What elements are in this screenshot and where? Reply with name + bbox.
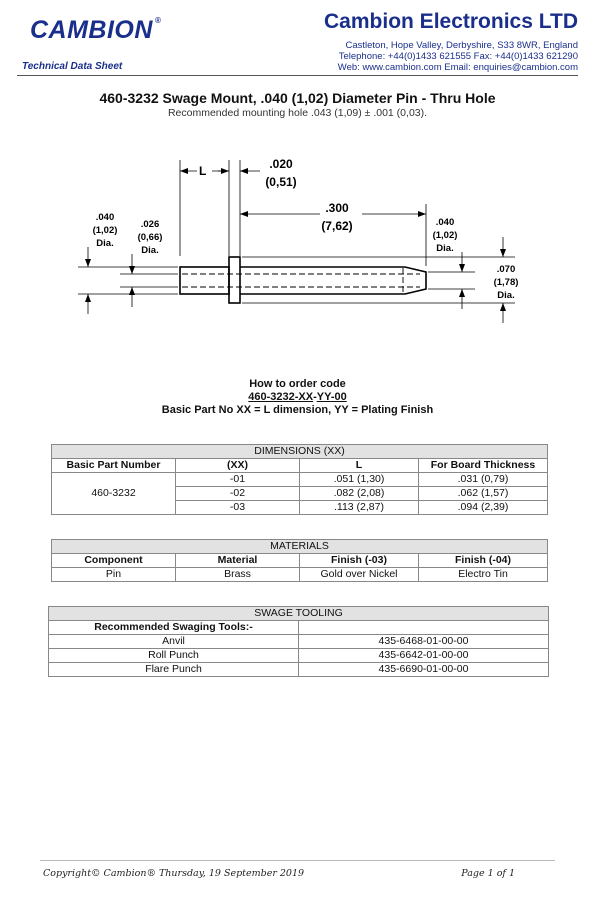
tooling-subheading: Recommended Swaging Tools:- [49,621,299,635]
dim-left-dia-word: Dia. [96,238,114,249]
table-row [52,568,548,582]
table-row [49,649,549,663]
dim-right-dia-word: Dia. [436,243,454,254]
tool-part-number: 435-6468-01-00-00 [299,635,549,649]
dim-header-part: Basic Part Number [52,459,176,473]
dim-inner-dia-in: .026 [140,219,160,230]
order-explanation: Basic Part No XX = L dimension, YY = Plating Finish [161,404,434,416]
order-code-base: 460-3232- [248,391,299,403]
dim-right-dia-in: .040 [435,217,455,228]
dim-flange-thickness-mm: (0,51) [265,175,297,189]
dim-flange-thickness-in: .020 [269,157,293,171]
tool-name: Anvil [49,635,299,649]
footer-divider [40,860,555,861]
cambion-logo [30,16,161,45]
company-web: Web: www.cambion.com Email: enquiries@cambion.com [337,62,578,73]
tooling-caption: SWAGE TOOLING [49,607,549,621]
company-phone: Telephone: +44(0)1433 621555 Fax: +44(0)1433 621290 [338,51,578,62]
dim-cell: -01 [176,473,300,487]
footer-copyright: Copyright© Cambion® Thursday, 19 September 2019 [43,868,305,879]
logo-text: CAMBION [30,16,153,44]
dim-header-l: L [300,459,419,473]
mat-cell: Pin [52,568,176,582]
dimensions-caption: DIMENSIONS (XX) [52,445,548,459]
page-subtitle: Recommended mounting hole .043 (1,09) ± .001 (0,03). [167,107,428,119]
materials-table [51,539,548,582]
mat-header-finish-03: Finish (-03) [300,554,419,568]
dim-l-label: L [199,164,207,178]
tool-name: Flare Punch [49,663,299,677]
dim-header-board: For Board Thickness [419,459,548,473]
table-row [49,663,549,677]
dim-flange-dia-word: Dia. [497,290,515,301]
mat-cell: Electro Tin [419,568,548,582]
mat-header-component: Component [52,554,176,568]
header-divider [17,75,578,76]
dim-cell: .062 (1,57) [419,487,548,501]
dim-left-dia-in: .040 [95,212,115,223]
order-code-dash: - [313,391,317,403]
dim-cell: -02 [176,487,300,501]
dim-flange-dia-in: .070 [496,264,516,275]
mat-header-material: Material [176,554,300,568]
order-code-tail: -00 [330,391,347,403]
order-code-xx: XX [298,391,314,403]
dim-inner-dia-word: Dia. [141,245,159,256]
dim-cell: .094 (2,39) [419,501,548,515]
tool-name: Roll Punch [49,649,299,663]
table-row [49,635,549,649]
mat-cell: Gold over Nickel [300,568,419,582]
dim-right-dia-mm: (1,02) [432,230,458,241]
dim-part-number: 460-3232 [52,473,176,515]
dim-length-in: .300 [325,201,349,215]
company-address: Castleton, Hope Valley, Derbyshire, S33 8WR, England [345,40,578,51]
pin-outline [180,257,426,303]
dimensions-table [51,444,548,515]
company-name: Cambion Electronics LTD [324,10,578,33]
doc-type-label: Technical Data Sheet [22,61,123,72]
dim-cell: .082 (2,08) [300,487,419,501]
mat-header-finish-04: Finish (-04) [419,554,548,568]
pin-drawing [0,140,595,370]
order-code-yy: YY [316,391,331,403]
pin-hidden-lines [182,268,420,293]
mat-cell: Brass [176,568,300,582]
dim-cell: .051 (1,30) [300,473,419,487]
dim-cell: .113 (2,87) [300,501,419,515]
materials-caption: MATERIALS [52,540,548,554]
tooling-subheading-blank [299,621,549,635]
order-heading: How to order code [249,378,346,390]
tool-part-number: 435-6642-01-00-00 [299,649,549,663]
dim-cell: -03 [176,501,300,515]
dim-header-xx: (XX) [176,459,300,473]
dim-left-dia-mm: (1,02) [92,225,118,236]
logo-registered-mark: ® [154,16,162,25]
footer-page-number: Page 1 of 1 [461,868,515,879]
table-row [52,473,548,487]
dim-length-mm: (7,62) [321,219,353,233]
order-code [0,391,595,403]
tool-part-number: 435-6690-01-00-00 [299,663,549,677]
dim-cell: .031 (0,79) [419,473,548,487]
tooling-table [48,606,549,677]
page-title: 460-3232 Swage Mount, .040 (1,02) Diameter Pin - Thru Hole [99,90,496,106]
dim-inner-dia-mm: (0,66) [137,232,163,243]
dim-flange-dia-mm: (1,78) [493,277,519,288]
